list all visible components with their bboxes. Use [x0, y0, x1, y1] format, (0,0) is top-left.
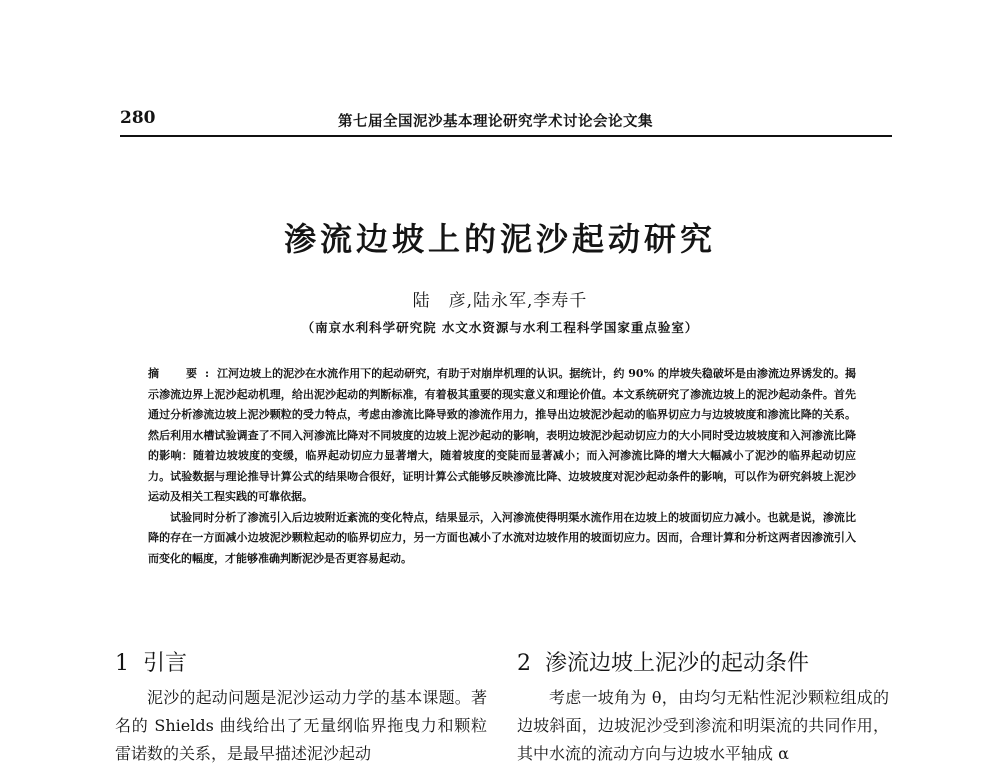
- abstract-paragraph-1: [148, 364, 856, 508]
- abstract-paragraph-1-text: 江河边坡上的泥沙在水流作用下的起动研究，有助于对崩岸机理的认识。据统计，约 90% 的岸坡失稳破坏是由渗流边界诱发的。揭示渗流边界上泥沙起动机理，给出泥沙起动的判断标准，有着极其重要的现实意义和理论价值。本文系统研究了渗流边坡上的泥沙起动条件。首先通过分析渗流边坡上泥沙颗粒的受力特点，考虑由渗流比降导致的渗流作用力，推导出边坡泥沙起动的临界切应力与边坡坡度和渗流比降的关系。然后利用水槽试验调查了不同入河渗流比降对不同坡度的边坡上泥沙起动的影响，表明边坡泥沙起动切应力的大小同时受边坡坡度和入河渗流比降的影响：随着边坡坡度的变缓，临界起动切应力显著增大，随着坡度的变陡而显著减小；而入河渗流比降的增大大幅减小了泥沙的临界起动切应力。试验数据与理论推导计算公式的结果吻合很好，证明计算公式能够反映渗流比降、边坡坡度对泥沙起动条件的影响，可以作为研究斜坡上泥沙运动及相关工程实践的可靠依据。: [148, 367, 856, 503]
- section-heading-conditions: [517, 646, 809, 677]
- section-number: 2: [517, 651, 531, 676]
- left-column-body: [115, 684, 487, 768]
- abstract-paragraph-2: 试验同时分析了渗流引入后边坡附近紊流的变化特点，结果显示，入河渗流使得明渠水流作用在边坡上的坡面切应力减小。也就是说，渗流比降的存在一方面减小边坡泥沙颗粒起动的临界切应力，另一方面也减小了水流对边坡作用的坡面切应力。因而，合理计算和分析这两者因渗流引入而变化的幅度，才能够准确判断泥沙是否更容易起动。: [148, 510, 856, 565]
- running-head: 第七届全国泥沙基本理论研究学术讨论会论文集: [338, 113, 653, 130]
- conditions-paragraph: 考虑一坡角为 θ，由均匀无粘性泥沙颗粒组成的边坡斜面，边坡泥沙受到渗流和明渠流的共同作用，其中水流的流动方向与边坡水平轴成 α: [517, 688, 889, 763]
- paper-title: 渗流边坡上的泥沙起动研究: [283, 220, 716, 258]
- paper-affiliation: （南京水利科学研究院 水文水资源与水利工程科学国家重点验室）: [301, 320, 699, 335]
- page-number: 280: [120, 108, 156, 128]
- abstract: [148, 364, 856, 569]
- section-title: 渗流边坡上泥沙的起动条件: [545, 651, 810, 676]
- section-number: 1: [115, 651, 129, 676]
- abstract-label: 摘 要:: [148, 367, 218, 380]
- paper-authors: 陆 彦,陆永军,李寿千: [412, 291, 588, 311]
- section-heading-introduction: [115, 646, 187, 677]
- right-column-body: [517, 684, 889, 768]
- section-title: 引言: [143, 651, 188, 676]
- introduction-paragraph: 泥沙的起动问题是泥沙运动力学的基本课题。著名的 Shields 曲线给出了无量纲临界拖曳力和颗粒雷诺数的关系，是最早描述泥沙起动: [115, 688, 487, 763]
- header-rule: [120, 135, 892, 137]
